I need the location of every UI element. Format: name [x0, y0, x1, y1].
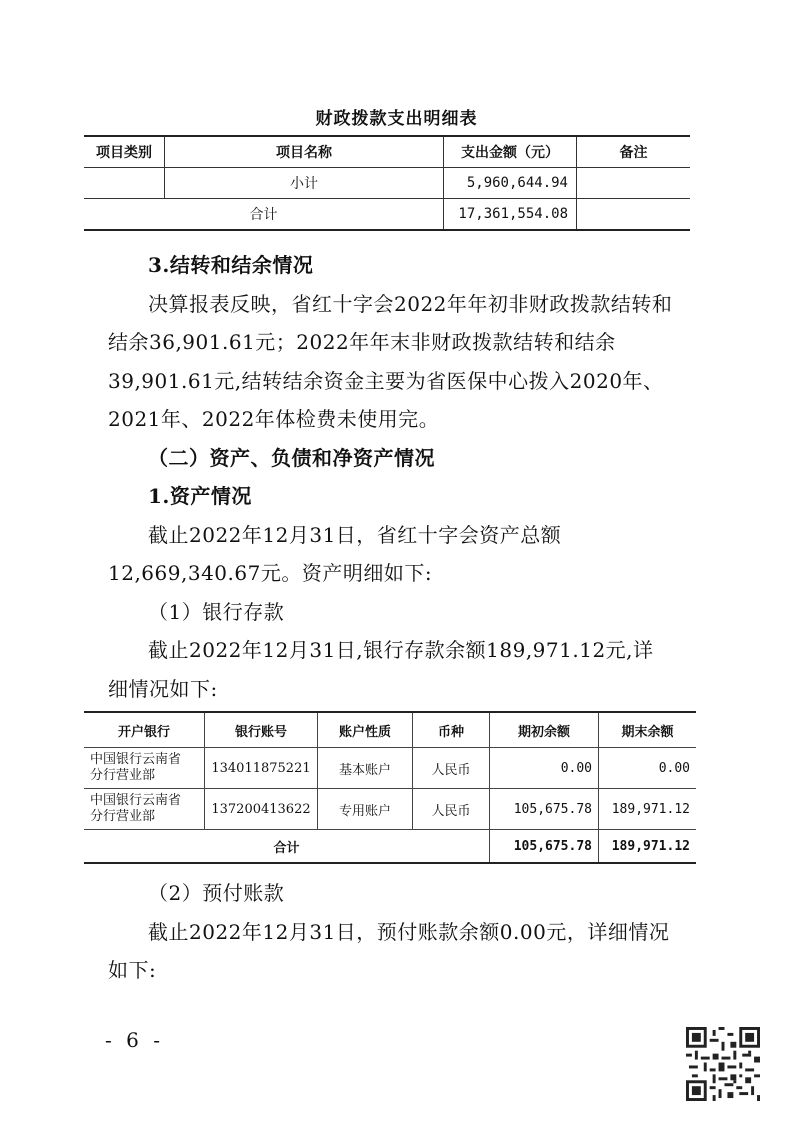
total-opening-balance: 105,675.78: [490, 830, 599, 864]
bank-name-line1: 中国银行云南省: [90, 793, 182, 808]
account-number: 137200413622: [205, 789, 318, 830]
account-type: 专用账户: [318, 789, 413, 830]
bank-name-cell: [84, 748, 205, 789]
subtotal-category-cell: [84, 168, 165, 199]
total-row: [84, 199, 690, 231]
header-account-type: 账户性质: [318, 712, 413, 748]
table-row: [84, 789, 696, 830]
section-two-heading: （二）资产、负债和净资产情况: [148, 445, 435, 470]
currency: 人民币: [413, 789, 490, 830]
header-amount: 支出金额（元）: [444, 136, 577, 168]
closing-balance: 189,971.12: [599, 789, 697, 830]
total-label: 合计: [84, 199, 444, 231]
header-remark: 备注: [577, 136, 691, 168]
currency: 人民币: [413, 748, 490, 789]
header-bank: 开户银行: [84, 712, 205, 748]
table-row: [84, 748, 696, 789]
opening-balance: 105,675.78: [490, 789, 599, 830]
table1-title: 财政拨款支出明细表: [315, 109, 478, 129]
page-number: - 6 -: [105, 1028, 164, 1052]
total-remark-cell: [577, 199, 691, 231]
opening-balance: 0.00: [490, 748, 599, 789]
account-type: 基本账户: [318, 748, 413, 789]
prepaid-heading: （2）预付账款: [148, 881, 285, 905]
subtotal-amount: 5,960,644.94: [444, 168, 577, 199]
bank-deposit-table: [84, 711, 696, 864]
header-project-name: 项目名称: [165, 136, 444, 168]
header-category: 项目类别: [84, 136, 165, 168]
section3-heading: 3.结转和结余情况: [148, 253, 314, 277]
body-text-lower: [108, 874, 673, 990]
subtotal-label: 小计: [165, 168, 444, 199]
total-row: [84, 830, 696, 864]
bank-deposit-heading: （1）银行存款: [148, 599, 285, 624]
bank-name-cell: [84, 789, 205, 830]
section3-paragraph: 决算报表反映，省红十字会2022年年初非财政拨款结转和结余36,901.61元；2022年年末非财政拨款结转和结余39,901.61元,结转结余资金主要为省医保中心拨入2020年、2021年、2022年体检费未使用完。: [108, 291, 673, 431]
bank-deposit-paragraph: 截止2022年12月31日,银行存款余额189,971.12元,详细情况如下:: [108, 638, 654, 701]
subtotal-remark-cell: [577, 168, 691, 199]
account-number: 134011875221: [205, 748, 318, 789]
fiscal-expenditure-table: [84, 135, 690, 231]
table-header-row: [84, 712, 696, 748]
bank-name-line2: 分行营业部: [90, 768, 156, 783]
header-currency: 币种: [413, 712, 490, 748]
subtotal-row: [84, 168, 690, 199]
total-label: 合计: [84, 830, 490, 864]
asset-paragraph: 截止2022年12月31日，省红十字会资产总额12,669,340.67元。资产明细如下:: [108, 522, 562, 585]
body-text-upper: [108, 246, 673, 708]
closing-balance: 0.00: [599, 748, 697, 789]
qr-code-icon: [686, 1027, 760, 1101]
asset-heading: 1.资产情况: [148, 484, 252, 508]
total-closing-balance: 189,971.12: [599, 830, 697, 864]
header-account: 银行账号: [205, 712, 318, 748]
table-header-row: [84, 136, 690, 168]
total-amount: 17,361,554.08: [444, 199, 577, 231]
prepaid-paragraph: 截止2022年12月31日，预付账款余额0.00元，详细情况如下:: [108, 919, 670, 982]
header-closing-balance: 期末余额: [599, 712, 697, 748]
bank-name-line2: 分行营业部: [90, 809, 156, 824]
bank-name-line1: 中国银行云南省: [90, 752, 182, 767]
header-opening-balance: 期初余额: [490, 712, 599, 748]
